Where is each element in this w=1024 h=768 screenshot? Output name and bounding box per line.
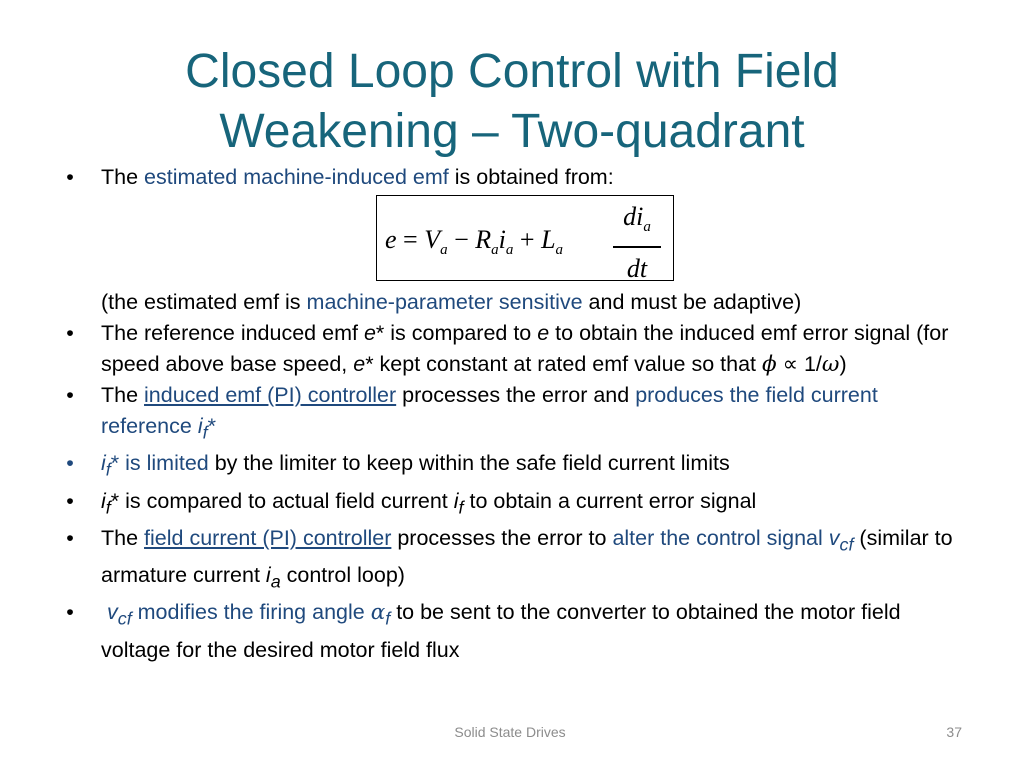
bullet-item: • The reference induced emf e* is compared to e to obtain the induced emf error signal (for speed above base speed, e* kept constant at rated emf value so that ϕ ∝ 1/ω) <box>60 318 970 380</box>
equation-fraction <box>613 202 661 284</box>
bullet-dot-icon: • <box>66 383 74 407</box>
underlined-term: induced emf (PI) controller <box>144 383 397 407</box>
omega-symbol: ω <box>821 352 840 377</box>
bullet-text: and must be adaptive) <box>582 290 802 314</box>
bullet-dot-icon: • <box>66 488 74 513</box>
title-line-1: Closed Loop Control with Field <box>185 45 839 98</box>
alpha-symbol: α <box>370 600 386 626</box>
bullet-text: The <box>101 165 145 189</box>
slide-title <box>60 42 964 162</box>
bullet-dot-icon: • <box>66 600 74 625</box>
bullet-item <box>60 162 970 318</box>
bullet-dot-icon: • <box>66 165 74 189</box>
bullet-dot-icon: • <box>66 321 74 345</box>
phi-symbol: ϕ <box>762 352 777 377</box>
bullet-dot-icon: • <box>66 525 74 550</box>
bullet-text: (the estimated emf is <box>101 290 307 314</box>
bullet-item: • The induced emf (PI) controller processes the error and produces the field current reference $i_f*$ <box>60 380 970 448</box>
bullet-item: • $i_f*$ is limited by the limiter to keep within the safe field current limits <box>60 448 970 485</box>
bullet-item: • $i_f*$ is compared to actual field current $i_f$ to obtain a current error signal <box>60 486 970 523</box>
equation-box <box>376 195 674 281</box>
fraction-numerator: $di_a$ <box>623 202 651 235</box>
title-line-2: Weakening – Two-quadrant <box>219 105 805 158</box>
underlined-term: field current (PI) controller <box>144 525 392 550</box>
highlight-text: estimated machine-induced emf <box>144 165 449 189</box>
highlight-text: machine-parameter sensitive <box>306 290 583 314</box>
page-number: 37 <box>946 724 962 740</box>
bullet-item: • The field current (PI) controller processes the error to alter the control signal $v_{cf}$ (similar to armature current $i_a$ control loop) <box>60 523 970 598</box>
fraction-denominator: dt <box>626 253 648 283</box>
bullet-item: • $v_{cf}$ modifies the firing angle $\alpha_f$ to be sent to the converter to obtained the motor field voltage for the desired motor field flux <box>60 597 970 665</box>
bullet-text: is obtained from: <box>448 165 614 189</box>
bullet-list <box>60 162 970 666</box>
fraction-bar <box>613 246 661 248</box>
footer-text: Solid State Drives <box>454 724 566 740</box>
equation-lhs: $e = V_a - R_ai_a + L_a$ <box>385 225 564 258</box>
bullet-dot-icon: • <box>66 451 74 476</box>
